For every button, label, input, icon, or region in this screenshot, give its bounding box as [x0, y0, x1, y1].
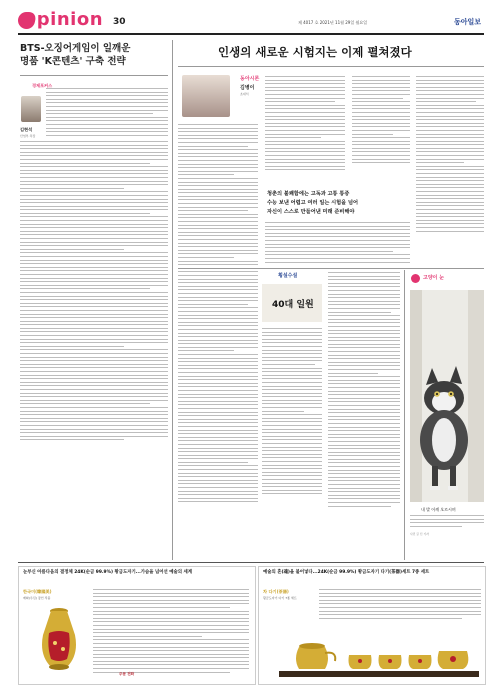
- left-author-role: 산업부 차장: [20, 134, 36, 138]
- center-body-col2b: [265, 222, 410, 265]
- center-author-role: 초대석: [240, 92, 249, 96]
- center-body-col3: [352, 76, 410, 166]
- ad-right: [258, 566, 486, 685]
- left-column-title: [20, 42, 168, 68]
- cartoon-credit: 사진 글 신 기자: [410, 532, 429, 536]
- ad-left-contact[interactable]: 주문 전화: [119, 672, 135, 676]
- ad-left-brand: 한국미(韓國美): [23, 589, 52, 594]
- cat-eye-icon: [411, 274, 420, 283]
- ad-left-subtitle: 매화(우림) 장인 작품: [23, 596, 51, 600]
- pullquote-line2: 수능 보낸 어렵고 여러 일는 시험을 넘어: [267, 200, 359, 206]
- left-kicker: 경제포커스: [32, 83, 53, 88]
- ad-right-body: [319, 589, 481, 621]
- cartoon-kicker: 고양이 눈: [423, 275, 445, 281]
- left-body-text-2: [20, 141, 168, 443]
- small-col-lead: [178, 275, 258, 505]
- center-body-col4: [416, 76, 484, 234]
- small-col-title: 40대 일원: [272, 300, 314, 310]
- page-number: 30: [113, 17, 126, 27]
- small-col-divider: [404, 270, 405, 560]
- left-title-line1: BTS-오징어게임이 일깨운: [20, 43, 131, 54]
- cat-photo-illustration: [410, 290, 484, 502]
- center-kicker: 동아시론: [240, 76, 260, 82]
- ad-left-headline: 눈부신 아름다움의 결정체 24K(순금 99.9%) 황금도자기...가슴을 넘어선 예술의 세계: [23, 570, 192, 575]
- left-column-divider: [172, 40, 173, 560]
- center-author-photo: [182, 75, 230, 117]
- center-author-name: 김병이: [240, 85, 255, 91]
- ad-right-subtitle: 황금도자기 다기 7종 세트: [263, 596, 297, 600]
- small-col-kicker: 횡설수설: [278, 273, 298, 279]
- masthead: [18, 10, 484, 32]
- small-col-body: [262, 328, 322, 497]
- center-mid-rule: [178, 268, 484, 269]
- pullquote-line1: 청춘의 불쾌함에는 고독과 고통 통증: [267, 191, 350, 197]
- cartoon-photo: [410, 290, 484, 502]
- section-title: Opinion: [21, 9, 104, 30]
- center-body-col2: [265, 76, 345, 173]
- pullquote: [267, 190, 401, 217]
- ad-left: [18, 566, 256, 685]
- issue-info: 제 4017 호 2021년 11월 29일 월요일: [298, 20, 368, 25]
- left-author-name: 김현석: [20, 127, 33, 132]
- left-title-line2: 명품 'K콘텐츠' 구축 전략: [20, 56, 126, 67]
- ad-right-brand: 차 다기(茶器): [263, 589, 289, 594]
- left-title-rule: [20, 75, 168, 76]
- center-headline: 인생의 새로운 시험지는 이제 펼쳐졌다: [218, 45, 412, 59]
- gold-vase-illustration: [29, 603, 89, 673]
- pullquote-line3: 자신이 스스로 만들어낸 미래 준비해야: [267, 209, 355, 215]
- gold-tea-set-illustration: [279, 627, 479, 679]
- left-author-photo: [21, 96, 41, 122]
- ad-right-headline: 예술의 혼(魂)을 불어넣다...24K(순금 99.9%) 황금도자기 다기(茶器)세트 7종 세트: [263, 570, 430, 575]
- paper-name: 동아일보: [454, 18, 482, 26]
- ad-left-body: [93, 589, 249, 675]
- center-body-col1: [178, 124, 258, 289]
- masthead-rule: [18, 33, 484, 35]
- editorial-bottom-rule: [18, 562, 484, 563]
- cartoon-caption: 내 발 어깨 오르시며: [421, 507, 456, 512]
- center-headline-rule: [178, 66, 484, 67]
- cartoon-caption-body: [410, 515, 484, 529]
- small-col-body-2: [328, 272, 400, 509]
- left-body-text: [46, 88, 168, 138]
